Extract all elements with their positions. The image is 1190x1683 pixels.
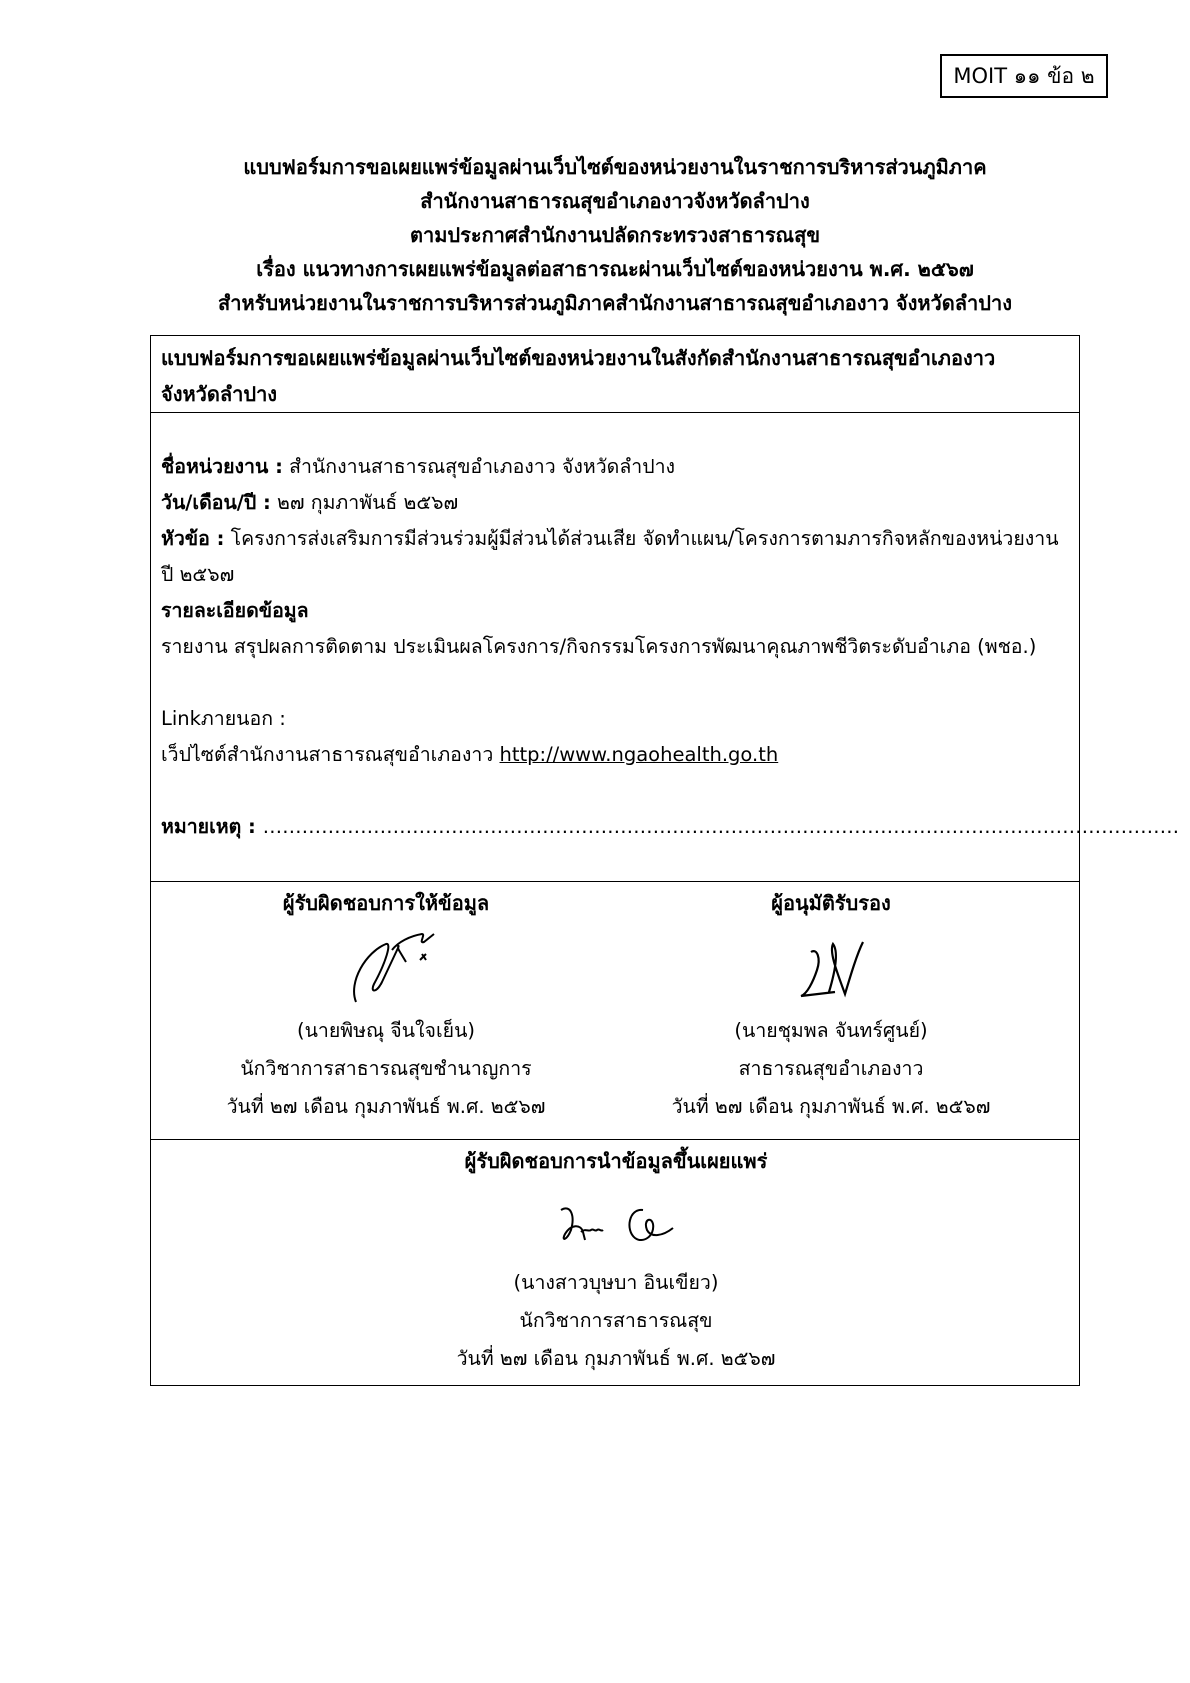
date-label: วัน/เดือน/ปี :	[161, 491, 271, 514]
topic-row	[161, 521, 1065, 557]
signer-right-position: สาธารณสุขอำเภองาว	[738, 1057, 924, 1080]
signer-left-date: วันที่ ๒๗ เดือน กุมภาพันธ์ พ.ศ. ๒๕๖๗	[226, 1095, 546, 1118]
link-row	[161, 737, 1065, 773]
form-title	[161, 340, 1069, 412]
signer-left-position: นักวิชาการสาธารณสุขชำนาญการ	[240, 1057, 532, 1080]
document-code-box: MOIT ๑๑ ข้อ ๒	[940, 54, 1108, 98]
website-link[interactable]: http://www.ngaohealth.go.th	[499, 743, 779, 766]
agency-value: สำนักงานสาธารณสุขอำเภองาว จังหวัดลำปาง	[282, 455, 676, 478]
signature-right-image	[771, 922, 891, 1012]
agency-label: ชื่อหน่วยงาน :	[161, 455, 283, 478]
signer-bottom-name: (นางสาวบุษบา อินเขียว)	[513, 1271, 719, 1294]
header-line-5: สำหรับหน่วยงานในราชการบริหารส่วนภูมิภาคสำนักงานสาธารณสุขอำเภองาว จังหวัดลำปาง	[218, 291, 1012, 315]
divider-signers	[151, 1139, 1079, 1140]
date-row	[161, 485, 1065, 521]
detail-value: รายงาน สรุปผลการติดตาม ประเมินผลโครงการ/กิจกรรมโครงการพัฒนาคุณภาพชีวิตระดับอำเภอ (พชอ.)	[161, 635, 1037, 658]
detail-label: รายละเอียดข้อมูล	[161, 599, 309, 622]
topic-value: โครงการส่งเสริมการมีส่วนร่วมผู้มีส่วนได้ส่วนเสีย จัดทำแผน/โครงการตามภารกิจหลักของหน่วยงาน	[224, 527, 1059, 550]
signer-bottom-position: นักวิชาการสาธารณสุข	[519, 1309, 713, 1332]
form-info	[161, 449, 1180, 845]
note-dots: ……………………………………………………………………………………………………………………………	[262, 815, 1180, 838]
date-value: ๒๗ กุมภาพันธ์ ๒๕๖๗	[270, 491, 459, 514]
signer-left	[201, 884, 571, 1126]
header-line-2: สำนักงานสาธารณสุขอำเภองาวจังหวัดลำปาง	[420, 189, 810, 213]
signer-right	[641, 884, 1021, 1126]
header-line-1: แบบฟอร์มการขอเผยแพร่ข้อมูลผ่านเว็บไซต์ของหน่วยงานในราชการบริหารส่วนภูมิภาค	[243, 155, 987, 179]
topic-row-continued: ปี ๒๕๖๗	[161, 563, 235, 586]
signer-right-heading: ผู้อนุมัติรับรอง	[771, 891, 891, 915]
signature-left-image	[326, 922, 446, 1012]
note-row	[161, 809, 1180, 845]
header-line-3: ตามประกาศสำนักงานปลัดกระทรวงสาธารณสุข	[409, 223, 820, 247]
link-label: Linkภายนอก :	[161, 707, 286, 730]
spacer	[161, 773, 1065, 809]
link-prefix: เว็ปไซต์สำนักงานสาธารณสุขอำเภองาว	[161, 743, 500, 766]
form-title-line-2: จังหวัดลำปาง	[161, 382, 278, 406]
header-line-4: เรื่อง แนวทางการเผยแพร่ข้อมูลต่อสาธารณะผ่านเว็บไซต์ของหน่วยงาน พ.ศ. ๒๕๖๗	[256, 257, 974, 281]
topic-label: หัวข้อ :	[161, 527, 225, 550]
signer-left-heading: ผู้รับผิดชอบการให้ข้อมูล	[282, 891, 490, 915]
agency-row	[161, 449, 1065, 485]
signer-right-name: (นายชุมพล จันทร์ศูนย์)	[734, 1019, 928, 1042]
divider-info	[151, 881, 1079, 882]
signer-bottom-heading: ผู้รับผิดชอบการนำข้อมูลขึ้นเผยแพร่	[464, 1149, 768, 1173]
form-title-line-1: แบบฟอร์มการขอเผยแพร่ข้อมูลผ่านเว็บไซต์ของหน่วยงานในสังกัดสำนักงานสาธารณสุขอำเภองาว	[161, 346, 996, 370]
signer-right-date: วันที่ ๒๗ เดือน กุมภาพันธ์ พ.ศ. ๒๕๖๗	[671, 1095, 991, 1118]
note-label: หมายเหตุ :	[161, 815, 263, 838]
signer-bottom-date: วันที่ ๒๗ เดือน กุมภาพันธ์ พ.ศ. ๒๕๖๗	[456, 1347, 776, 1370]
spacer	[161, 665, 1065, 701]
document-header	[150, 150, 1080, 320]
signer-left-name: (นายพิษณุ จีนใจเย็น)	[296, 1019, 476, 1042]
divider-title	[151, 412, 1079, 413]
form-frame	[150, 335, 1180, 1386]
signer-bottom	[401, 1142, 831, 1378]
signature-bottom-image	[531, 1180, 701, 1264]
